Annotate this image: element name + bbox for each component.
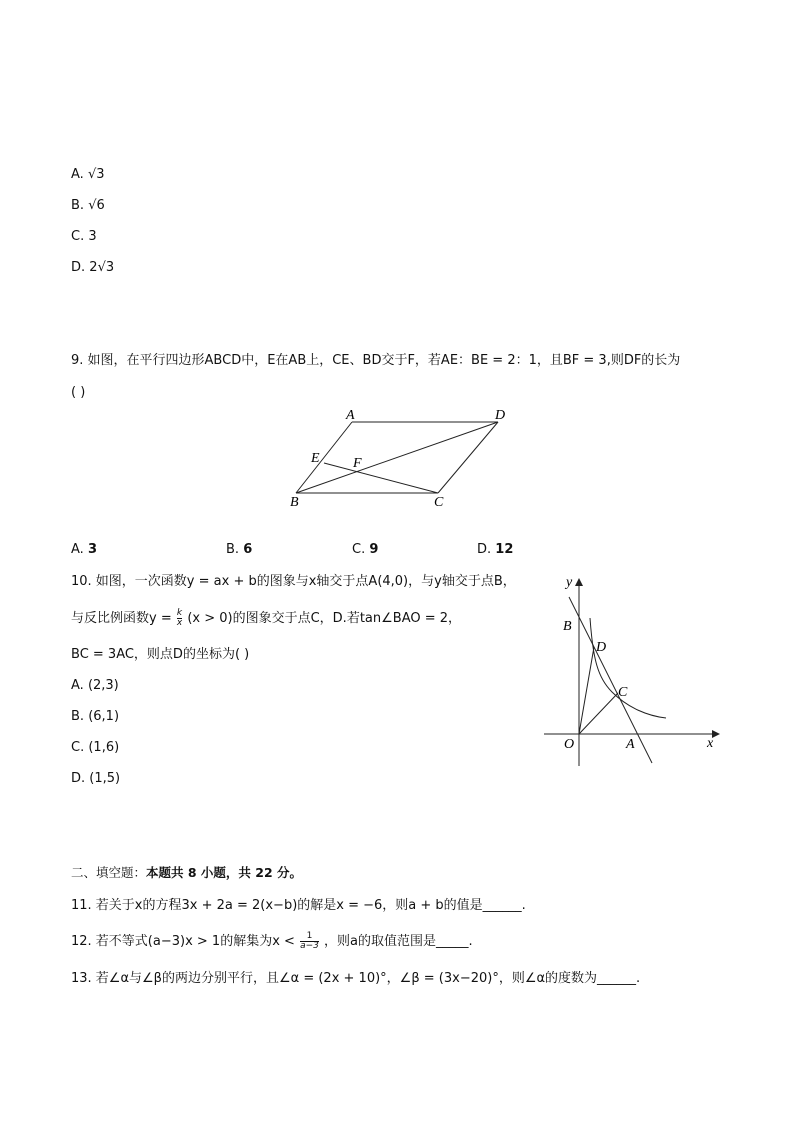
option-letter: D. xyxy=(477,542,492,557)
label-b: B xyxy=(563,619,572,634)
linear-function-line xyxy=(569,597,652,763)
option-text: 9 xyxy=(369,542,379,557)
section-heading xyxy=(71,864,302,882)
fraction-denominator: a−3 xyxy=(300,941,319,951)
q10-option-b xyxy=(71,708,119,726)
fraction-numerator: 1 xyxy=(300,932,319,942)
option-letter: C. xyxy=(71,740,85,755)
q9-stem: 9. 如图，在平行四边形ABCD中，E在AB上，CE、BD交于F，若AE：BE = 2：1，且BF = 3,则DF的长为 xyxy=(71,353,681,368)
edge-ba xyxy=(296,422,352,493)
option-letter: A. xyxy=(71,678,84,693)
section-heading-prefix: 二、填空题： xyxy=(71,865,147,880)
option-letter: C. xyxy=(71,229,85,244)
option-text: 2√3 xyxy=(89,260,115,275)
q10-fraction xyxy=(177,609,182,628)
option-letter: A. xyxy=(71,542,84,557)
label-x: x xyxy=(707,736,714,751)
q10-line2-b: (x > 0)的图象交于点C，D.若tan∠BAO = 2， xyxy=(187,611,462,626)
section-heading-desc: 本题共 8 小题，共 22 分。 xyxy=(146,865,303,880)
label-c: C xyxy=(434,495,444,510)
q9-option-d xyxy=(477,541,513,559)
q11-text: 11. 若关于x的方程3x + 2a = 2(x−b)的解是x = −6，则a + b的值是______. xyxy=(71,898,526,913)
q9-option-a xyxy=(71,541,97,559)
q9-option-c xyxy=(352,541,378,559)
label-y: y xyxy=(566,575,573,590)
label-d: D xyxy=(596,640,607,655)
q12-text xyxy=(71,932,473,951)
hyperbola-curve xyxy=(590,618,666,718)
q10-function-graph xyxy=(538,570,728,770)
q12-fraction xyxy=(300,932,319,951)
option-text: 6 xyxy=(243,542,253,557)
option-letter: B. xyxy=(226,542,240,557)
option-text: (6,1) xyxy=(88,709,120,724)
option-letter: B. xyxy=(71,709,85,724)
q10-line1: 10. 如图，一次函数y = ax + b的图象与x轴交于点A(4,0)，与y轴交于点B， xyxy=(71,574,516,589)
option-letter: B. xyxy=(71,198,85,213)
q13-text: 13. 若∠α与∠β的两边分别平行，且∠α = (2x + 10)°，∠β = (3x−20)°，则∠α的度数为______. xyxy=(71,971,641,986)
option-text: 3 xyxy=(88,229,97,244)
q9-option-b xyxy=(226,541,252,559)
q12-text-a: 12. 若不等式(a−3)x > 1的解集为x < xyxy=(71,934,295,949)
q10-option-c xyxy=(71,739,119,757)
q10-line2-a: 与反比例函数y = xyxy=(71,611,172,626)
q10-option-a xyxy=(71,677,119,695)
q10-line3: BC = 3AC，则点D的坐标为( ) xyxy=(71,647,250,662)
option-text: 12 xyxy=(495,542,514,557)
option-text: √6 xyxy=(88,198,105,213)
q9-answer-paren: ( ) xyxy=(71,385,86,400)
label-f: F xyxy=(353,456,362,471)
q9-parallelogram-figure xyxy=(280,405,520,515)
label-a: A xyxy=(626,737,635,752)
q10-option-d xyxy=(71,770,120,788)
label-e: E xyxy=(311,451,320,466)
q8-option-b xyxy=(71,197,105,215)
fraction-numerator: k xyxy=(176,608,183,618)
option-text: (1,5) xyxy=(89,771,121,786)
fraction-denominator: x xyxy=(176,618,183,628)
option-letter: D. xyxy=(71,771,86,786)
q8-option-c xyxy=(71,228,97,246)
option-text: 3 xyxy=(87,542,97,557)
label-d: D xyxy=(495,408,506,423)
option-letter: D. xyxy=(71,260,86,275)
label-a: A xyxy=(346,408,355,423)
option-text: (2,3) xyxy=(87,678,119,693)
label-o: O xyxy=(564,737,575,752)
q12-text-b: ，则a的取值范围是_____. xyxy=(324,934,473,949)
option-text: (1,6) xyxy=(88,740,120,755)
option-letter: C. xyxy=(352,542,366,557)
label-c: C xyxy=(618,685,628,700)
option-letter: A. xyxy=(71,167,84,182)
q8-option-a xyxy=(71,166,105,184)
segment-ec xyxy=(324,463,438,493)
q10-line2 xyxy=(71,609,461,628)
label-b: B xyxy=(290,495,299,510)
q8-option-d xyxy=(71,259,114,277)
option-text: √3 xyxy=(87,167,105,182)
